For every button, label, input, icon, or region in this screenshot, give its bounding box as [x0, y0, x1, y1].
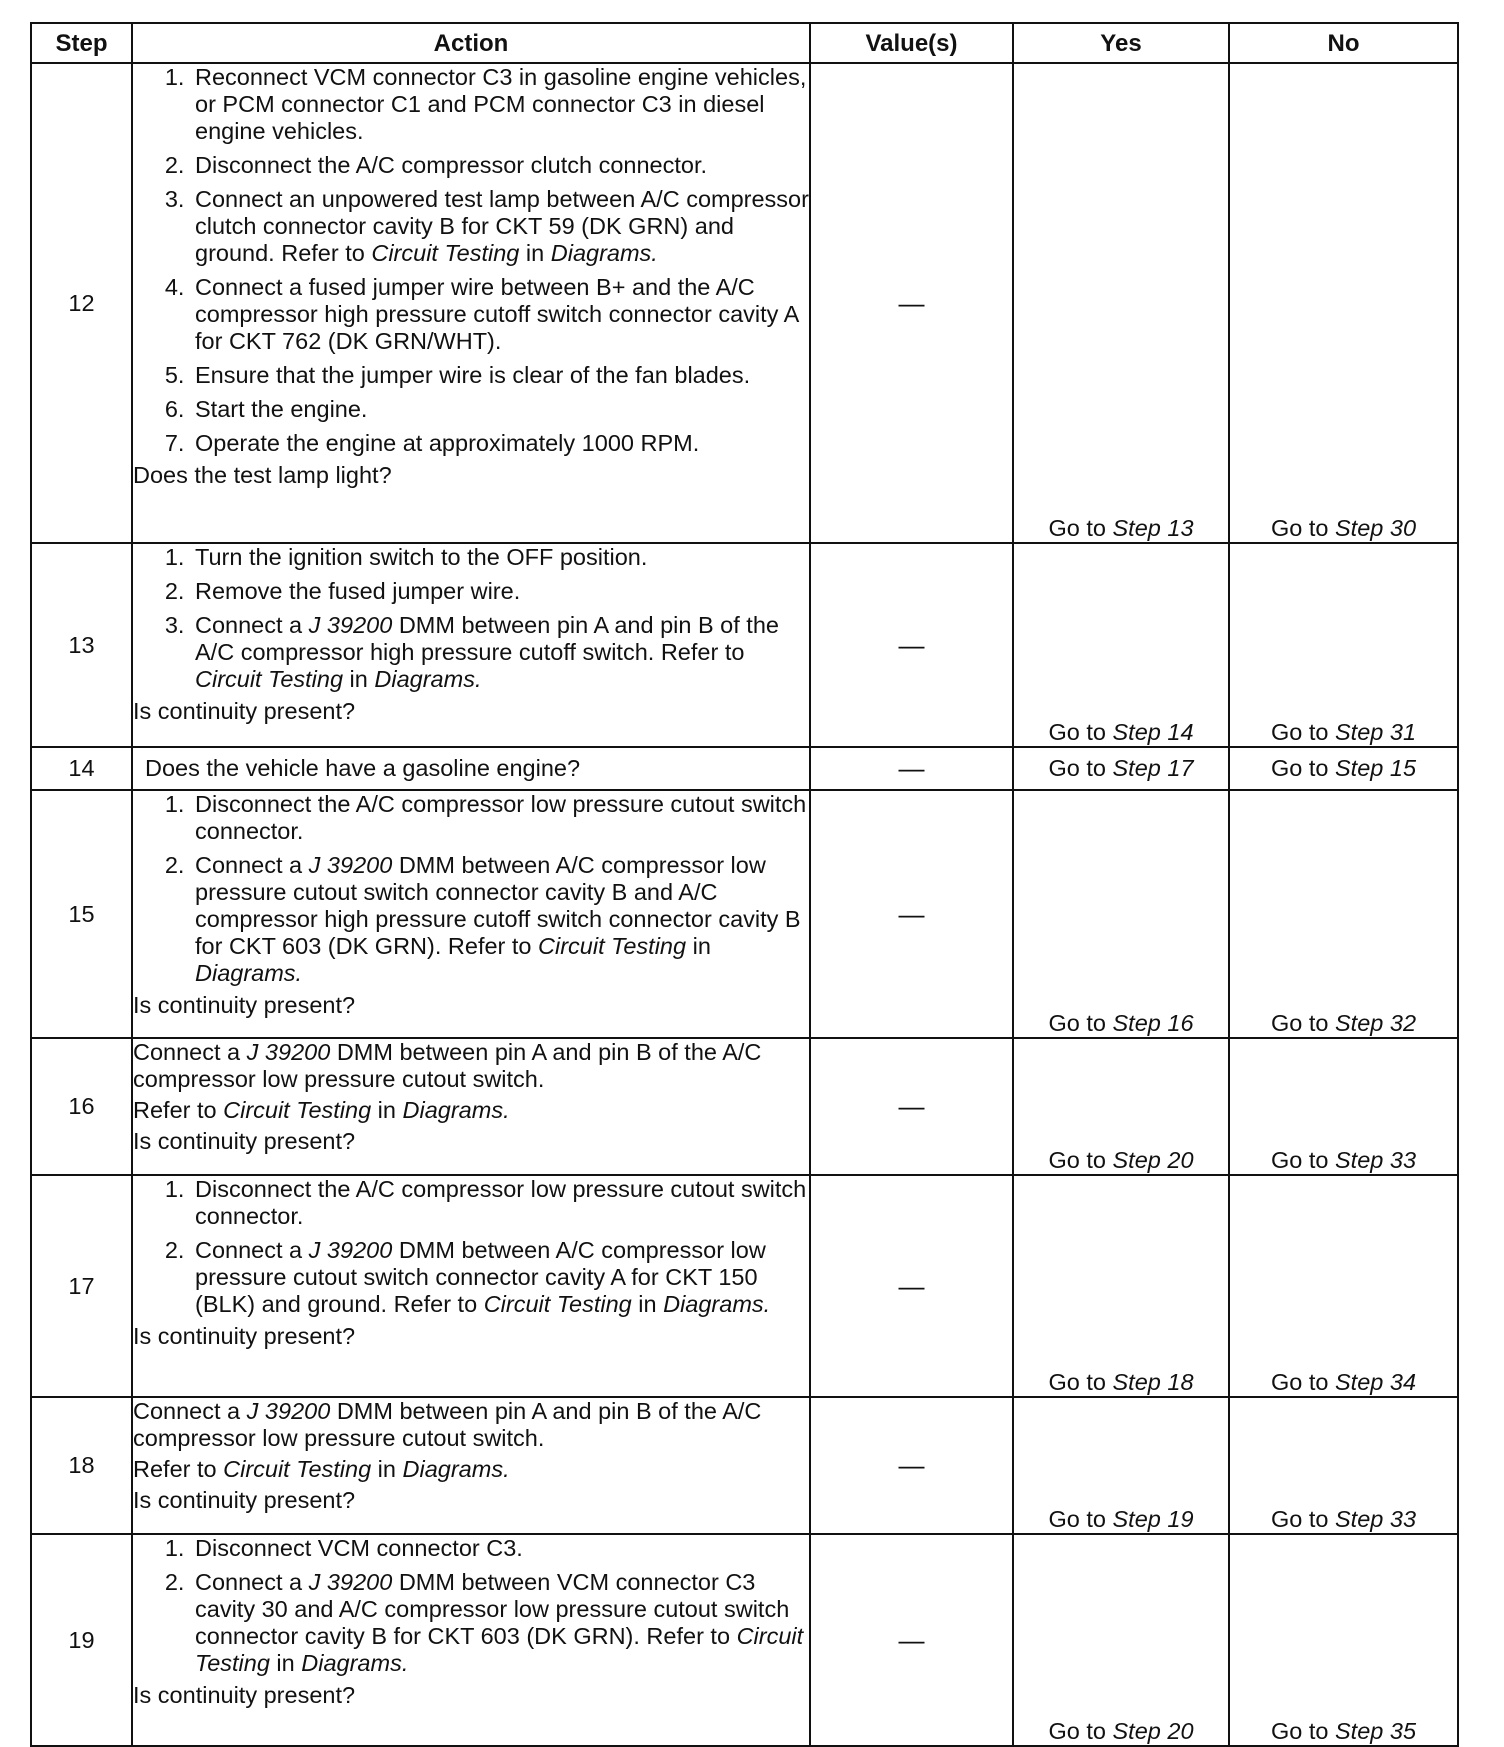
value-cell: — — [810, 1397, 1013, 1534]
action-text: Connect a J 39200 DMM between pin A and pin B of the A/C compressor low pressure cutout switch. — [133, 1039, 762, 1092]
table-row — [31, 747, 1458, 790]
action-step: 1. Disconnect the A/C compressor low pressure cutout switch connector. — [191, 1176, 809, 1230]
yes-result: Go to Step 20 — [1013, 1038, 1229, 1175]
header-yes: Yes — [1013, 23, 1229, 63]
action-cell — [132, 543, 810, 747]
action-step: 2. Connect a J 39200 DMM between A/C compressor low pressure cutout switch connector cavity B and A/C compressor high pressure cutoff switch connector cavity B for CKT 603 (DK GRN). Refer to Circuit Testing in Diagrams. — [191, 852, 809, 987]
no-result: Go to Step 32 — [1229, 790, 1458, 1038]
action-step: 1. Disconnect VCM connector C3. — [191, 1535, 809, 1562]
action-step: 3. Connect an unpowered test lamp between A/C compressor clutch connector cavity B for CKT 59 (DK GRN) and ground. Refer to Circuit Testing in Diagrams. — [191, 186, 809, 267]
table-row — [31, 790, 1458, 1038]
action-step: 5. Ensure that the jumper wire is clear of the fan blades. — [191, 362, 809, 389]
value-cell: — — [810, 790, 1013, 1038]
yes-result: Go to Step 19 — [1013, 1397, 1229, 1534]
no-result: Go to Step 31 — [1229, 543, 1458, 747]
step-number: 18 — [31, 1397, 132, 1534]
table-row — [31, 543, 1458, 747]
value-cell: — — [810, 1038, 1013, 1175]
action-question: Is continuity present? — [133, 698, 356, 724]
action-step: 4. Connect a fused jumper wire between B+ and the A/C compressor high pressure cutoff switch connector cavity A for CKT 762 (DK GRN/WHT). — [191, 274, 809, 355]
header-no: No — [1229, 23, 1458, 63]
action-cell — [132, 747, 810, 790]
yes-result: Go to Step 20 — [1013, 1534, 1229, 1746]
no-result: Go to Step 33 — [1229, 1397, 1458, 1534]
value-cell: — — [810, 747, 1013, 790]
yes-result: Go to Step 17 — [1013, 747, 1229, 790]
step-number: 19 — [31, 1534, 132, 1746]
action-step: 1. Reconnect VCM connector C3 in gasoline engine vehicles, or PCM connector C1 and PCM connector C3 in diesel engine vehicles. — [191, 64, 809, 145]
action-steps-list — [133, 791, 809, 987]
action-step: 7. Operate the engine at approximately 1000 RPM. — [191, 430, 809, 457]
action-question: Is continuity present? — [133, 1128, 356, 1154]
action-step: 2. Connect a J 39200 DMM between VCM connector C3 cavity 30 and A/C compressor low pressure cutout switch connector cavity B for CKT 603 (DK GRN). Refer to Circuit Testing in Diagrams. — [191, 1569, 809, 1677]
value-cell: — — [810, 1175, 1013, 1397]
no-result: Go to Step 33 — [1229, 1038, 1458, 1175]
action-text: Refer to Circuit Testing in Diagrams. — [133, 1456, 510, 1482]
action-step: 1. Disconnect the A/C compressor low pressure cutout switch connector. — [191, 791, 809, 845]
value-cell: — — [810, 1534, 1013, 1746]
step-number: 14 — [31, 747, 132, 790]
table-row — [31, 1175, 1458, 1397]
step-number: 15 — [31, 790, 132, 1038]
action-steps-list — [133, 544, 809, 693]
step-number: 17 — [31, 1175, 132, 1397]
action-cell — [132, 1175, 810, 1397]
value-cell: — — [810, 63, 1013, 543]
action-question: Does the vehicle have a gasoline engine? — [145, 755, 581, 781]
action-text: Refer to Circuit Testing in Diagrams. — [133, 1097, 510, 1123]
header-step: Step — [31, 23, 132, 63]
action-cell — [132, 1038, 810, 1175]
action-cell — [132, 790, 810, 1038]
action-step: 6. Start the engine. — [191, 396, 809, 423]
action-question: Is continuity present? — [133, 1323, 356, 1349]
action-steps-list — [133, 64, 809, 457]
action-text: Connect a J 39200 DMM between pin A and pin B of the A/C compressor low pressure cutout switch. — [133, 1398, 762, 1451]
action-step: 3. Connect a J 39200 DMM between pin A and pin B of the A/C compressor high pressure cutoff switch. Refer to Circuit Testing in Diagrams. — [191, 612, 809, 693]
no-result: Go to Step 30 — [1229, 63, 1458, 543]
header-values: Value(s) — [810, 23, 1013, 63]
action-steps-list — [133, 1176, 809, 1318]
yes-result: Go to Step 18 — [1013, 1175, 1229, 1397]
table-row — [31, 1397, 1458, 1534]
action-cell — [132, 63, 810, 543]
action-step: 2. Remove the fused jumper wire. — [191, 578, 809, 605]
no-result: Go to Step 15 — [1229, 747, 1458, 790]
action-step: 2. Disconnect the A/C compressor clutch connector. — [191, 152, 809, 179]
action-cell — [132, 1397, 810, 1534]
action-question: Is continuity present? — [133, 1487, 356, 1513]
table-row — [31, 1038, 1458, 1175]
action-step: 1. Turn the ignition switch to the OFF position. — [191, 544, 809, 571]
yes-result: Go to Step 14 — [1013, 543, 1229, 747]
diagnostic-table — [30, 22, 1459, 1747]
table-row — [31, 63, 1458, 543]
step-number: 12 — [31, 63, 132, 543]
action-steps-list — [133, 1535, 809, 1677]
action-question: Is continuity present? — [133, 1682, 356, 1708]
header-action: Action — [132, 23, 810, 63]
table-row — [31, 1534, 1458, 1746]
action-cell — [132, 1534, 810, 1746]
step-number: 13 — [31, 543, 132, 747]
action-step: 2. Connect a J 39200 DMM between A/C compressor low pressure cutout switch connector cavity A for CKT 150 (BLK) and ground. Refer to Circuit Testing in Diagrams. — [191, 1237, 809, 1318]
header-row — [31, 23, 1458, 63]
step-number: 16 — [31, 1038, 132, 1175]
action-question: Does the test lamp light? — [133, 462, 392, 488]
value-cell: — — [810, 543, 1013, 747]
no-result: Go to Step 35 — [1229, 1534, 1458, 1746]
yes-result: Go to Step 13 — [1013, 63, 1229, 543]
action-question: Is continuity present? — [133, 992, 356, 1018]
no-result: Go to Step 34 — [1229, 1175, 1458, 1397]
yes-result: Go to Step 16 — [1013, 790, 1229, 1038]
